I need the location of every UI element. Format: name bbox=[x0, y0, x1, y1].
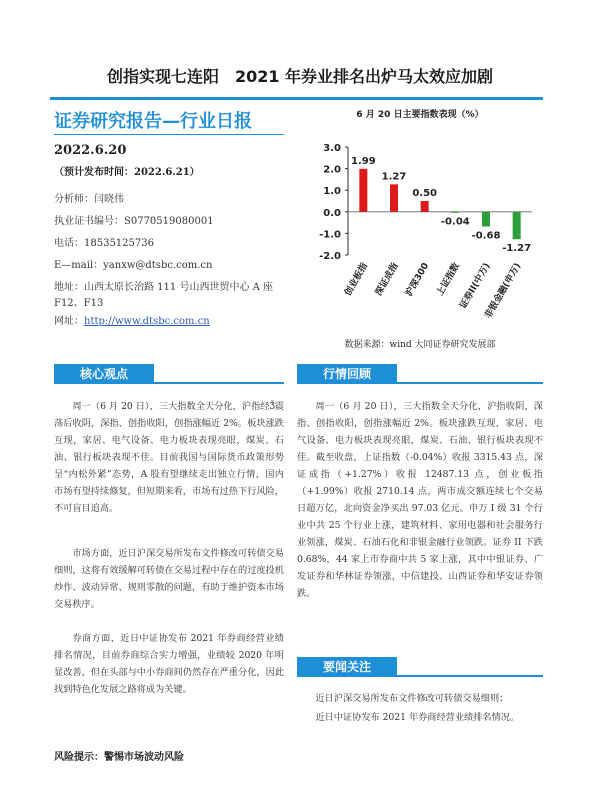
y-tick-label: 0.0 bbox=[323, 207, 341, 219]
news-item-1: 近日沪深交易所发布文件修改可转债交易细则； bbox=[315, 693, 509, 704]
bar bbox=[482, 212, 490, 227]
address-line-1: 地址：山西太原长治路 111 号山西世贸中心 A 座 bbox=[54, 282, 274, 293]
section-news-focus: 要闻关注 bbox=[297, 657, 397, 677]
website-link[interactable]: http://www.dtsbc.com.cn bbox=[84, 316, 210, 327]
news-item-2: 近日中证协发布 2021 年券商经营业绩排名情况。 bbox=[315, 712, 520, 723]
section-news-focus-line bbox=[397, 675, 543, 677]
index-performance-chart bbox=[300, 125, 540, 335]
y-tick-label: 1.0 bbox=[323, 186, 341, 198]
y-tick-label: 3.0 bbox=[323, 143, 341, 154]
chart-source: 数据来源：wind 大同证券研究发展部 bbox=[344, 340, 496, 350]
data-label: -1.27 bbox=[502, 243, 532, 255]
header-rule bbox=[50, 97, 543, 100]
report-date: 2022.6.20 bbox=[54, 143, 127, 158]
website-label: 网址： bbox=[54, 316, 84, 327]
data-label: -0.68 bbox=[471, 230, 501, 242]
y-tick-label: -1.0 bbox=[319, 229, 341, 241]
bar bbox=[451, 212, 459, 213]
category-label: 沪深300 bbox=[404, 261, 432, 299]
data-label: -0.04 bbox=[440, 216, 470, 228]
y-tick-label: 2.0 bbox=[323, 164, 341, 176]
category-label: 证券II(中万) bbox=[458, 261, 493, 311]
core-paragraph-2: 市场方面，近日沪深交易所发布文件修改可转债交易细则，这将有效缓解可转债在交易过程中存在的过度投机炒作、波动异常、规则零散的问题，有助于维护资本市场交易秩序。 bbox=[54, 548, 284, 610]
headline: 创指实现七连阳 2021 年券业排名出炉马太效应加剧 bbox=[106, 67, 494, 86]
data-label: 1.99 bbox=[350, 155, 376, 167]
section-core-view-line bbox=[154, 382, 284, 384]
bar bbox=[359, 169, 367, 212]
address bbox=[54, 280, 273, 295]
category-label: 上证指数 bbox=[435, 261, 462, 298]
analyst: 分析师：闫晓伟 bbox=[54, 194, 124, 205]
email: E—mail：yanxw@dtsbc.com.cn bbox=[54, 260, 213, 271]
section-core-view: 核心观点 bbox=[54, 364, 154, 384]
license-number: 执业证书编号：S0770519080001 bbox=[54, 216, 214, 227]
publish-time: （预计发布时间：2022.6.21） bbox=[54, 167, 200, 178]
category-label: 非银金融(申万) bbox=[483, 261, 524, 321]
bar bbox=[513, 212, 521, 239]
title-underline bbox=[54, 134, 284, 135]
bar bbox=[390, 184, 398, 211]
report-title: 证券研究报告—行业日报 bbox=[54, 111, 252, 132]
category-label: 深证成指 bbox=[373, 261, 401, 298]
core-paragraph-1: 周一（6 月 20 日），三大指数全天分化，沪指经Ǯ震荡后收阴，深指、创指收阳，创指涨幅近 2%。板块涨跌互现，家居、电气设备、电力板块表现亮眼，煤炭、石油、银行板块表现不佳。目前我国与国际货币政策形势呈“内松外紧”态势，A 股有望继续走出独立行情，国内市场有望持续修复，但短期来看，市场有过热下行风险，不可盲目追高。 bbox=[54, 401, 284, 514]
address-line-2: F12、F13 bbox=[54, 298, 104, 309]
data-label: 0.50 bbox=[412, 188, 438, 199]
website bbox=[54, 314, 210, 329]
phone: 电话：18535125736 bbox=[54, 238, 154, 249]
risk-warning: 风险提示：警惕市场波动风险 bbox=[54, 752, 184, 763]
y-tick-label: -2.0 bbox=[319, 251, 341, 262]
chart-title: 6 月 20 日主要指数表现（%） bbox=[356, 110, 484, 120]
category-label: 创业板指 bbox=[343, 261, 370, 298]
bar bbox=[421, 201, 429, 212]
market-paragraph: 周一（6 月 20 日），三大指数全天分化，沪指收阴，深指、创指收阳，创指涨幅近 2%。板块涨跌互现，家居、电气设备、电力板块表现亮眼，煤炭、石油、银行板块表现不佳。截至收盘，上证指数（-0.04%）收报 3315.43 点，深证成指（+1.27%）收报 12487.13 点，创业板指（+1.99%）收报 2710.14 点，两市成交额连续七个交易日超万亿，北向资金净买出 97.03 亿元。申万 I 级 31 个行业中共 25 个行业上涨，建筑材料、家用电器和社会服务行业领涨，煤炭、石油石化和非银金融行业领跌。证券 II 下跌 0.68%，44 家上市券商中共 5 家上涨，其中中银证券、广发证券和华林证券领涨，中信建投、山西证券和华安证券领跌。 bbox=[297, 401, 543, 599]
data-label: 1.27 bbox=[381, 171, 407, 183]
core-paragraph-3: 券商方面，近日中证协发布 2021 年券商经营业绩排名情况，目前券商综合实力增强，业绩较 2020 年明显改善，但在头部与中小券商间仍然存在严重分化，因此找到特色化发展之路将成为关键。 bbox=[54, 633, 284, 695]
section-market-review: 行情回顾 bbox=[297, 364, 397, 384]
section-market-review-line bbox=[397, 382, 543, 384]
